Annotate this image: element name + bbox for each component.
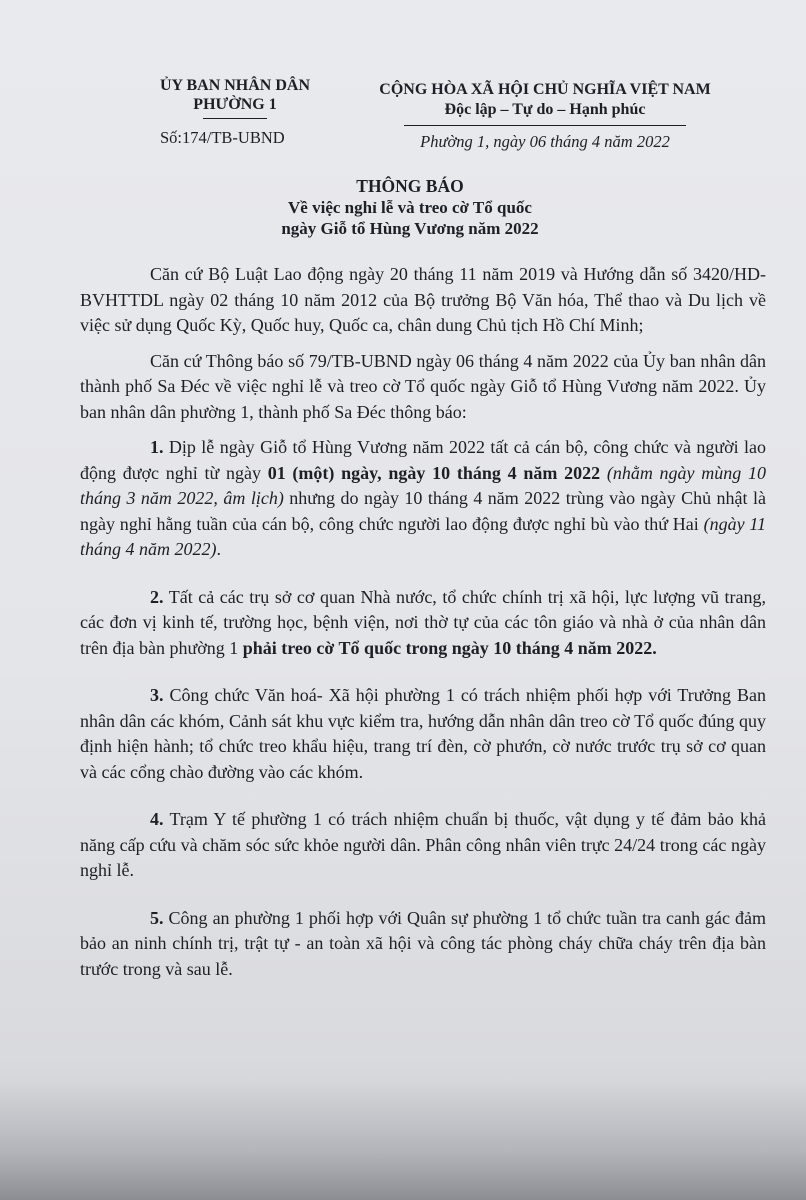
item-4-text: Trạm Y tế phường 1 có trách nhiệm chuẩn bị thuốc, vật dụng y tế đảm bảo khả năng cấp cứu và chăm sóc sức khỏe người dân. Phân công nhân viên trực 24/24 trong các ngày nghỉ lễ. (80, 809, 766, 880)
item-2-text-b: phải treo cờ Tổ quốc trong ngày 10 tháng 4 năm 2022. (242, 637, 657, 658)
motto-underline (404, 125, 686, 126)
agency-ward: PHƯỜNG 1 (193, 96, 277, 113)
bottom-shadow (0, 1080, 806, 1200)
paragraph-legal-basis-1: Căn cứ Bộ Luật Lao động ngày 20 tháng 11 năm 2019 và Hướng dẫn số 3420/HD-BVHTTDL ngày 02 tháng 10 năm 2012 của Bộ trưởng Bộ Văn hóa, Thể thao và Du lịch về việc sử dụng Quốc Kỳ, Quốc huy, Quốc ca, chân dung Chủ tịch Hồ Chí Minh; (80, 264, 766, 335)
item-2-text-a: Tất cả các trụ sở cơ quan Nhà nước, tổ chức chính trị xã hội, lực lượng vũ trang, các đơn vị kinh tế, trường học, bệnh viện, nơi thờ tự của các tôn giáo và nhà ở của nhân dân trên địa bàn phường 1 (80, 586, 766, 658)
item-1-text-c: (nhằm ngày mùng 10 tháng 3 năm 2022, âm lịch) (80, 462, 767, 508)
agency-name: ỦY BAN NHÂN DÂN (159, 77, 311, 94)
item-5 (80, 906, 766, 983)
document-title (200, 176, 620, 239)
document-body (80, 262, 766, 992)
title-subject-2: ngày Giỗ tổ Hùng Vương năm 2022 (281, 219, 539, 238)
title-type: THÔNG BÁO (356, 176, 464, 196)
agency-underline (203, 118, 267, 119)
item-3 (80, 683, 766, 785)
nation-name: CỘNG HÒA XÃ HỘI CHỦ NGHĨA VIỆT NAM (379, 81, 711, 98)
item-1-text-b: 01 (một) ngày, ngày 10 tháng 4 năm 2022 (267, 462, 601, 483)
item-3-number: 3. (150, 685, 164, 705)
item-2-number: 2. (150, 586, 164, 607)
item-5-number: 5. (150, 907, 164, 928)
item-5-text: Công an phường 1 phối hợp với Quân sự phường 1 tổ chức tuần tra canh gác đảm bảo an ninh chính trị, trật tự - an toàn xã hội và công tác phòng cháy chữa cháy trên địa bàn trước trong và sau lễ. (80, 907, 766, 979)
item-1 (80, 435, 766, 563)
item-2 (80, 585, 766, 662)
item-4-number: 4. (150, 809, 164, 829)
national-motto: Độc lập – Tự do – Hạnh phúc (444, 101, 646, 118)
paragraph-legal-basis-2: Căn cứ Thông báo số 79/TB-UBND ngày 06 tháng 4 năm 2022 của Ủy ban nhân dân thành phố Sa Đéc về việc nghỉ lễ và treo cờ Tổ quốc ngày Giỗ tổ Hùng Vương năm 2022. Ủy ban nhân dân phường 1, thành phố Sa Đéc thông báo: (80, 350, 766, 422)
item-1-text-f: . (216, 539, 221, 559)
item-1-text-e: (ngày 11 tháng 4 năm 2022) (80, 513, 767, 559)
item-1-text-a: Dịp lễ ngày Giỗ tổ Hùng Vương năm 2022 tất cả cán bộ, công chức và người lao động được nghỉ từ ngày (80, 437, 766, 483)
item-1-text-d: nhưng do ngày 10 tháng 4 năm 2022 trùng vào ngày Chủ nhật là ngày nghỉ hằng tuần của cán bộ, công chức người lao động được nghỉ bù vào thứ Hai (80, 488, 767, 534)
document-number: Số:174/TB-UBND (160, 128, 285, 147)
title-subject-1: Về việc nghỉ lễ và treo cờ Tổ quốc (288, 198, 532, 217)
item-3-text: Công chức Văn hoá- Xã hội phường 1 có trách nhiệm phối hợp với Trưởng Ban nhân dân các khóm, Cảnh sát khu vực kiểm tra, hướng dẫn nhân dân treo cờ Tổ quốc đúng quy định hiện hành; tổ chức treo khẩu hiệu, trang trí đèn, cờ phướn, cờ nước trước trụ sở cơ quan và các cổng chào đường vào các khóm. (80, 685, 767, 782)
issuing-agency (140, 76, 330, 119)
national-heading (360, 80, 730, 126)
item-4 (80, 807, 766, 884)
item-1-number: 1. (150, 437, 164, 457)
place-date: Phường 1, ngày 06 tháng 4 năm 2022 (420, 132, 670, 151)
